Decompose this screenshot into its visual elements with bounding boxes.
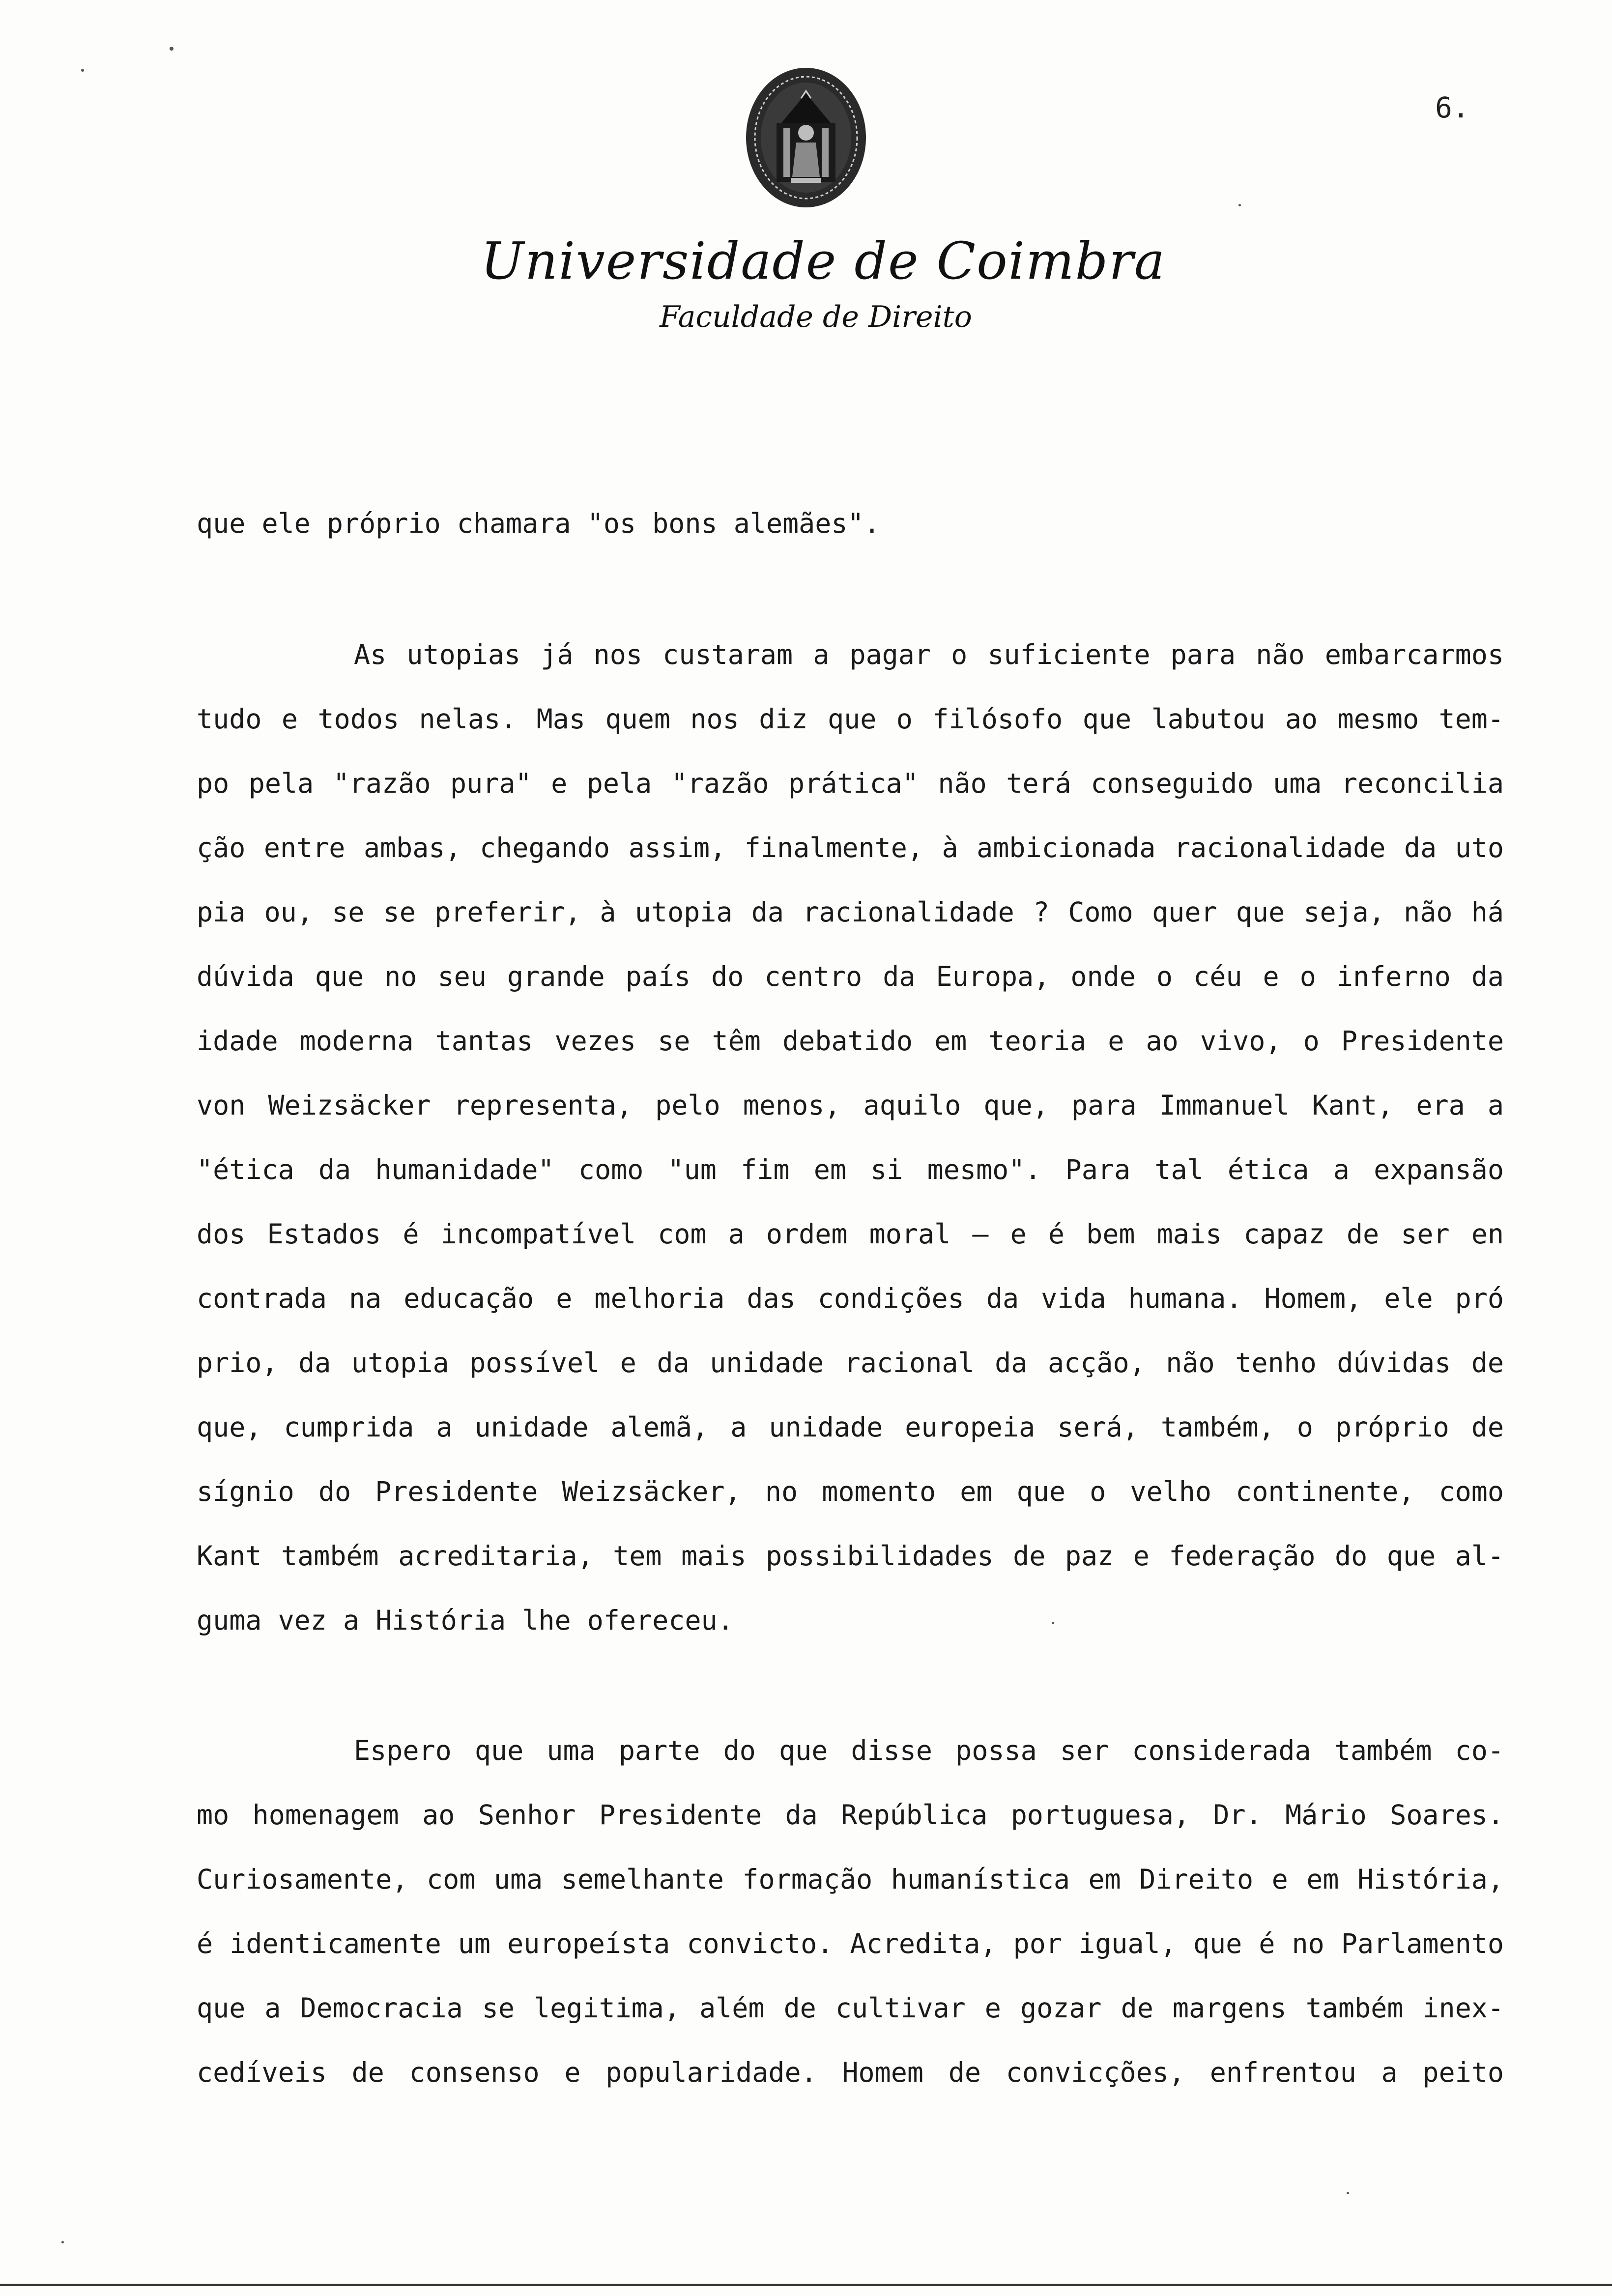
university-seal-icon [742,64,870,211]
text-line: que, cumprida a unidade alemã, a unidade europeia será, também, o próprio de [197,1411,1504,1443]
letterhead-institution: Universidade de Coimbra [481,231,1166,291]
text-line: pia ou, se se preferir, à utopia da racionalidade ? Como quer que seja, não há [197,896,1504,928]
paragraph-3 [197,1719,1504,2105]
text-line: contrada na educação e melhoria das condições da vida humana. Homem, ele pró [197,1283,1504,1314]
text-line: As utopias já nos custaram a pagar o suficiente para não embarcarmos [354,639,1504,670]
letterhead-faculty: Faculdade de Direito [660,300,972,334]
text-line: cedíveis de consenso e popularidade. Homem de convicções, enfrentou a peito [197,2057,1504,2088]
text-line: von Weizsäcker representa, pelo menos, aquilo que, para Immanuel Kant, era a [197,1090,1504,1121]
text-line: idade moderna tantas vezes se têm debatido em teoria e ao vivo, o Presidente [197,1025,1504,1057]
text-line: guma vez a História lhe ofereceu. [197,1605,734,1636]
paragraph-2 [197,623,1504,1653]
scan-speck [1238,204,1241,206]
text-line: tudo e todos nelas. Mas quem nos diz que o filósofo que labutou ao mesmo tem- [197,703,1504,735]
text-line: é identicamente um europeísta convicto. Acredita, por igual, que é no Parlamento [197,1928,1504,1959]
text-line: po pela "razão pura" e pela "razão prática" não terá conseguido uma reconcilia [197,768,1504,799]
text-line: que ele próprio chamara "os bons alemães". [197,508,880,539]
text-line: ção entre ambas, chegando assim, finalmente, à ambicionada racionalidade da uto [197,832,1504,863]
text-line: Espero que uma parte do que disse possa ser considerada também co- [354,1735,1504,1766]
text-line: dos Estados é incompatível com a ordem moral — e é bem mais capaz de ser en [197,1218,1504,1250]
scan-speck [1347,2192,1349,2194]
text-line: sígnio do Presidente Weizsäcker, no momento em que o velho continente, como [197,1476,1504,1507]
text-line: Curiosamente, com uma semelhante formação humanística em Direito e em História, [197,1864,1504,1895]
scan-speck [81,69,84,72]
text-line: "ética da humanidade" como "um fim em si mesmo". Para tal ética a expansão [197,1154,1504,1185]
text-line: mo homenagem ao Senhor Presidente da República portuguesa, Dr. Mário Soares. [197,1799,1504,1831]
scan-speck [170,47,173,51]
paragraph-1 [197,491,1504,556]
page-number: 6. [1435,91,1469,124]
text-line: prio, da utopia possível e da unidade racional da acção, não tenho dúvidas de [197,1347,1504,1378]
text-line: dúvida que no seu grande país do centro da Europa, onde o céu e o inferno da [197,961,1504,992]
scan-speck [1052,1622,1054,1624]
page-bottom-edge [0,2284,1612,2286]
text-line: Kant também acreditaria, tem mais possibilidades de paz e federação do que al- [197,1540,1504,1572]
scan-speck [61,2241,64,2243]
text-line: que a Democracia se legitima, além de cultivar e gozar de margens também inex- [197,1992,1504,2024]
